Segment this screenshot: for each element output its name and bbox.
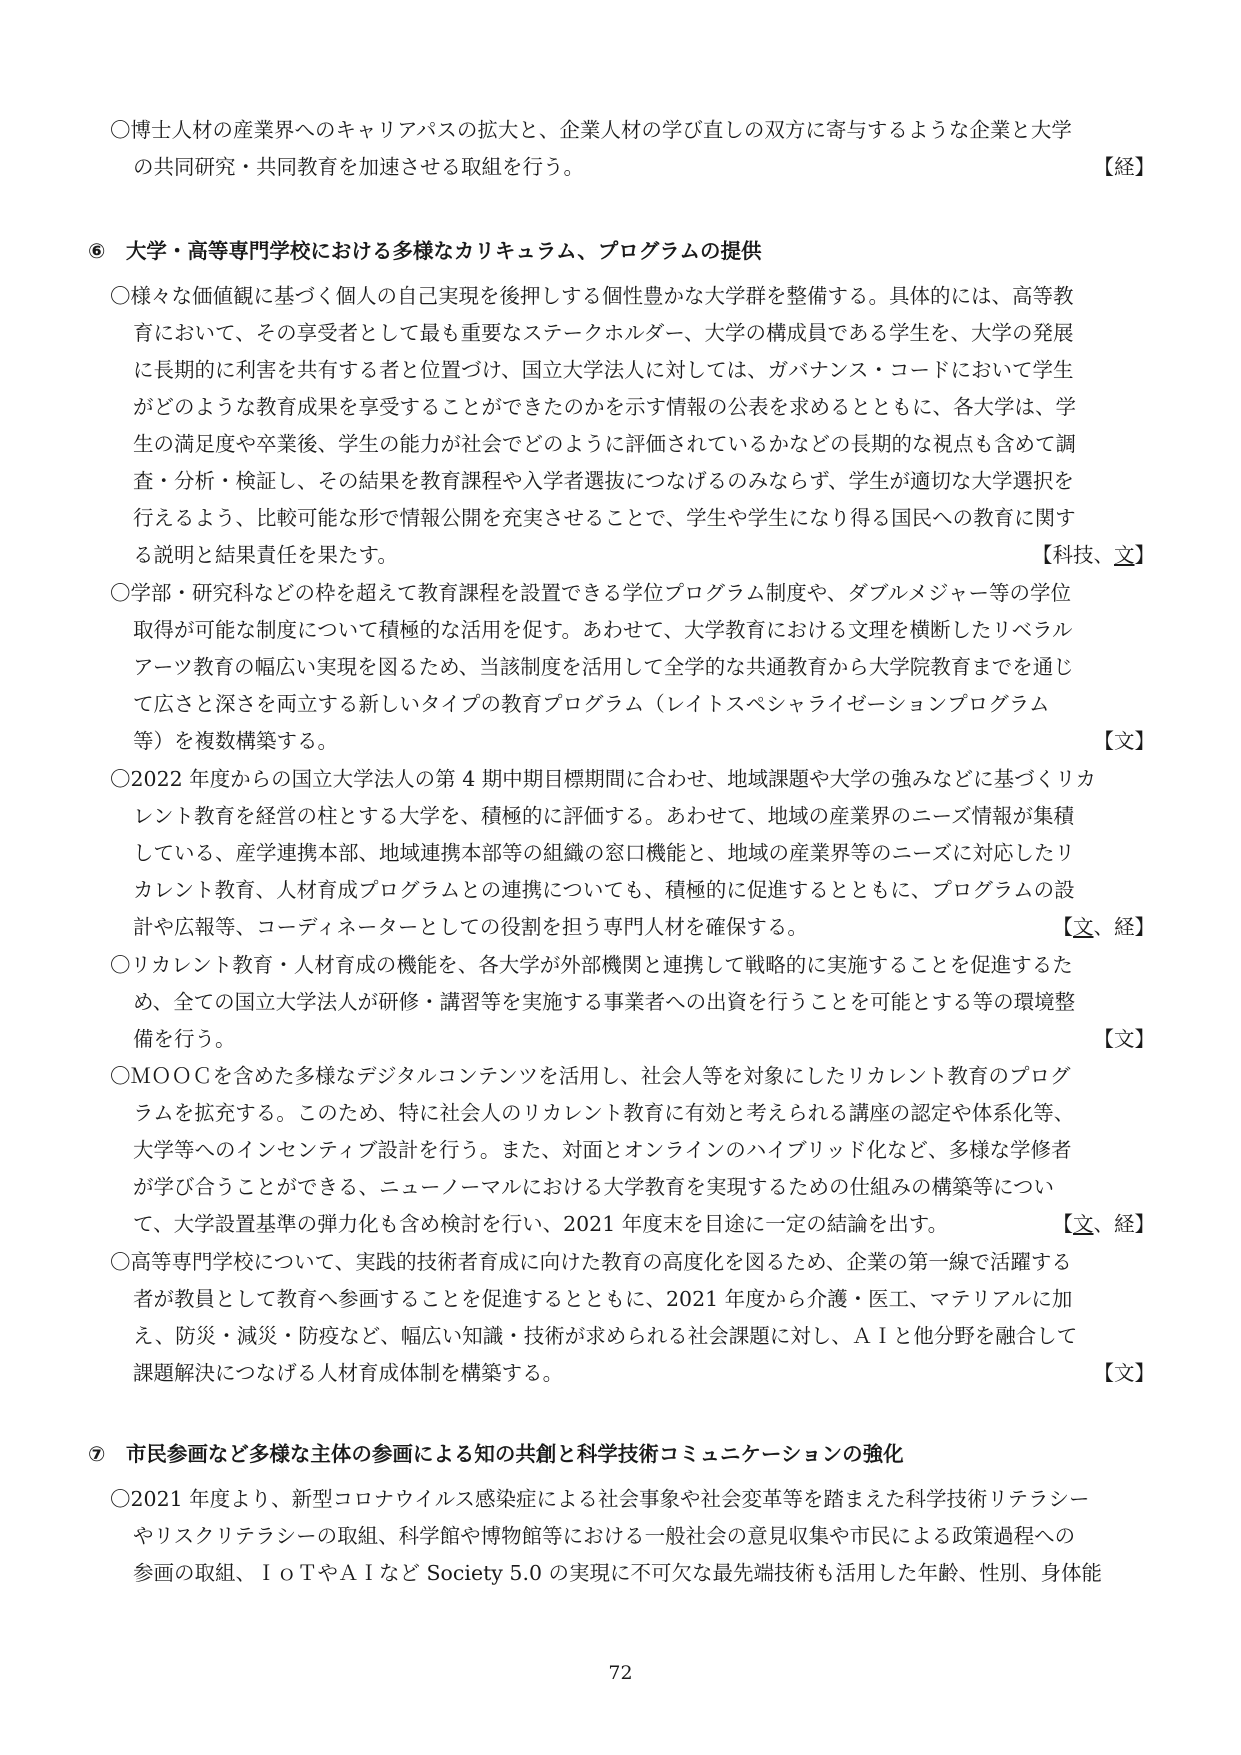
top-item-line-2: の共同研究・共同教育を加速させる取組を行う。 <box>133 155 584 179</box>
item-line: ラムを拡充する。このため、特に社会人のリカレント教育に有効と考えられる講座の認定や体系化等、 <box>133 1101 1075 1125</box>
item-line: やリスクリテラシーの取組、科学館や博物館等における一般社会の意見収集や市民による政策過程への <box>133 1524 1076 1548</box>
item-line: 〇様々な価値観に基づく個人の自己実現を後押しする個性豊かな大学群を整備する。具体的には、高等教 <box>110 284 1074 308</box>
item-line: 〇リカレント教育・人材育成の機能を、各大学が外部機関と連携して戦略的に実施することを促進するた <box>110 953 1073 977</box>
item-line: 備を行う。 <box>133 1027 236 1051</box>
item-line: 育において、その享受者として最も重要なステークホルダー、大学の構成員である学生を、大学の発展 <box>133 321 1074 345</box>
item-line: 取得が可能な制度について積極的な活用を促す。あわせて、大学教育における文理を横断したリベラル <box>133 618 1073 642</box>
item-line: 査・分析・検証し、その結果を教育課程や入学者選抜につなげるのみならず、学生が適切な大学選択を <box>133 469 1074 493</box>
tag-post: 】 <box>1134 543 1155 567</box>
ministry-tag <box>1032 540 1155 570</box>
tag-post: 、経】 <box>1093 915 1155 939</box>
item-line: め、全ての国立大学法人が研修・講習等を実施する事業者への出資を行うことを可能とする等の環境整 <box>133 990 1076 1014</box>
item-line: カレント教育、人材育成プログラムとの連携についても、積極的に促進するとともに、プログラムの設 <box>133 878 1075 902</box>
item-line: え、防災・減災・防疫など、幅広い知識・技術が求められる社会課題に対し、ＡＩと他分野を融合して <box>133 1324 1078 1348</box>
item-line: る説明と結果責任を果たす。 <box>133 543 398 567</box>
item-line: 計や広報等、コーディネーターとしての役割を担う専門人材を確保する。 <box>133 915 808 939</box>
item-line: 〇ＭＯＯＣを含めた多様なデジタルコンテンツを活用し、社会人等を対象にしたリカレント教育のプログ <box>110 1064 1071 1088</box>
item-line: 参画の取組、ＩｏＴやＡＩなど Society 5.0 の実現に不可欠な最先端技術も活用した年齢、性別、身体能 <box>133 1561 1103 1585</box>
ministry-tag <box>1053 912 1156 942</box>
tag-pre: 【 <box>1052 1212 1073 1236</box>
item-line: 課題解決につなげる人材育成体制を構築する。 <box>133 1361 564 1385</box>
item-line: レント教育を経営の柱とする大学を、積極的に評価する。あわせて、地域の産業界のニーズ情報が集積 <box>133 804 1075 828</box>
item-line: 〇2021 年度より、新型コロナウイルス感染症による社会事象や社会変革等を踏まえた科学技術リテラシー <box>110 1487 1090 1511</box>
item-line: 〇学部・研究科などの枠を超えて教育課程を設置できる学位プログラム制度や、ダブルメジャー等の学位 <box>110 581 1072 605</box>
item-line: が学び合うことができる、ニューノーマルにおける大学教育を実現するための仕組みの構築等につい <box>133 1175 1055 1199</box>
tag-pre: 【 <box>1052 915 1073 939</box>
tag-pre: 【文】 <box>1093 729 1155 753</box>
item-line: 者が教員として教育へ参画することを促進するとともに、2021 年度から介護・医工、マテリアルに加 <box>133 1287 1073 1311</box>
item-line: て、大学設置基準の弾力化も含め検討を行い、2021 年度末を目途に一定の結論を出す。 <box>133 1212 949 1236</box>
item-line: て広さと深さを両立する新しいタイプの教育プログラム（レイトスペシャライゼーションプログラム <box>133 692 1050 716</box>
tag-pre: 【科技、 <box>1032 543 1114 567</box>
ministry-tag <box>1094 726 1156 756</box>
ministry-tag <box>1053 1209 1156 1239</box>
ministry-tag: 【経】 <box>1093 155 1155 179</box>
section-7-heading: ⑦ 市民参画など多様な主体の参画による知の共創と科学技術コミュニケーションの強化 <box>88 1442 904 1466</box>
ministry-tag <box>1094 1024 1156 1054</box>
tag-underlined: 文 <box>1114 543 1135 567</box>
tag-post: 、経】 <box>1093 1212 1155 1236</box>
item-line: 〇高等専門学校について、実践的技術者育成に向けた教育の高度化を図るため、企業の第一線で活躍する <box>110 1250 1072 1274</box>
tag-pre: 【文】 <box>1093 1361 1155 1385</box>
item-line: 〇2022 年度からの国立大学法人の第 4 期中期目標期間に合わせ、地域課題や大学の強みなどに基づくリカ <box>110 767 1096 791</box>
item-line: 大学等へのインセンティブ設計を行う。また、対面とオンラインのハイブリッド化など、多様な学修者 <box>133 1138 1072 1162</box>
top-item-line-1: 〇博士人材の産業界へのキャリアパスの拡大と、企業人材の学び直しの双方に寄与するような企業と大学 <box>110 118 1072 142</box>
tag-underlined: 文 <box>1073 915 1094 939</box>
item-line: アーツ教育の幅広い実現を図るため、当該制度を活用して全学的な共通教育から大学院教育までを通じ <box>133 655 1074 679</box>
item-line: 等）を複数構築する。 <box>133 729 338 753</box>
item-line: に長期的に利害を共有する者と位置づけ、国立大学法人に対しては、ガバナンス・コードにおいて学生 <box>133 358 1074 382</box>
item-line: がどのような教育成果を享受することができたのかを示す情報の公表を求めるとともに、各大学は、学 <box>133 395 1076 419</box>
ministry-tag <box>1094 1358 1156 1388</box>
page-number: 72 <box>608 1662 633 1684</box>
item-line: 行えるよう、比較可能な形で情報公開を充実させることで、学生や学生になり得る国民への教育に関す <box>133 506 1076 530</box>
item-line: 生の満足度や卒業後、学生の能力が社会でどのように評価されているかなどの長期的な視点も含めて調 <box>133 432 1076 456</box>
tag-underlined: 文 <box>1073 1212 1094 1236</box>
item-line: している、産学連携本部、地域連携本部等の組織の窓口機能と、地域の産業界等のニーズに対応したリ <box>133 841 1075 865</box>
section-6-heading: ⑥ 大学・高等専門学校における多様なカリキュラム、プログラムの提供 <box>88 239 762 263</box>
tag-pre: 【文】 <box>1093 1027 1155 1051</box>
